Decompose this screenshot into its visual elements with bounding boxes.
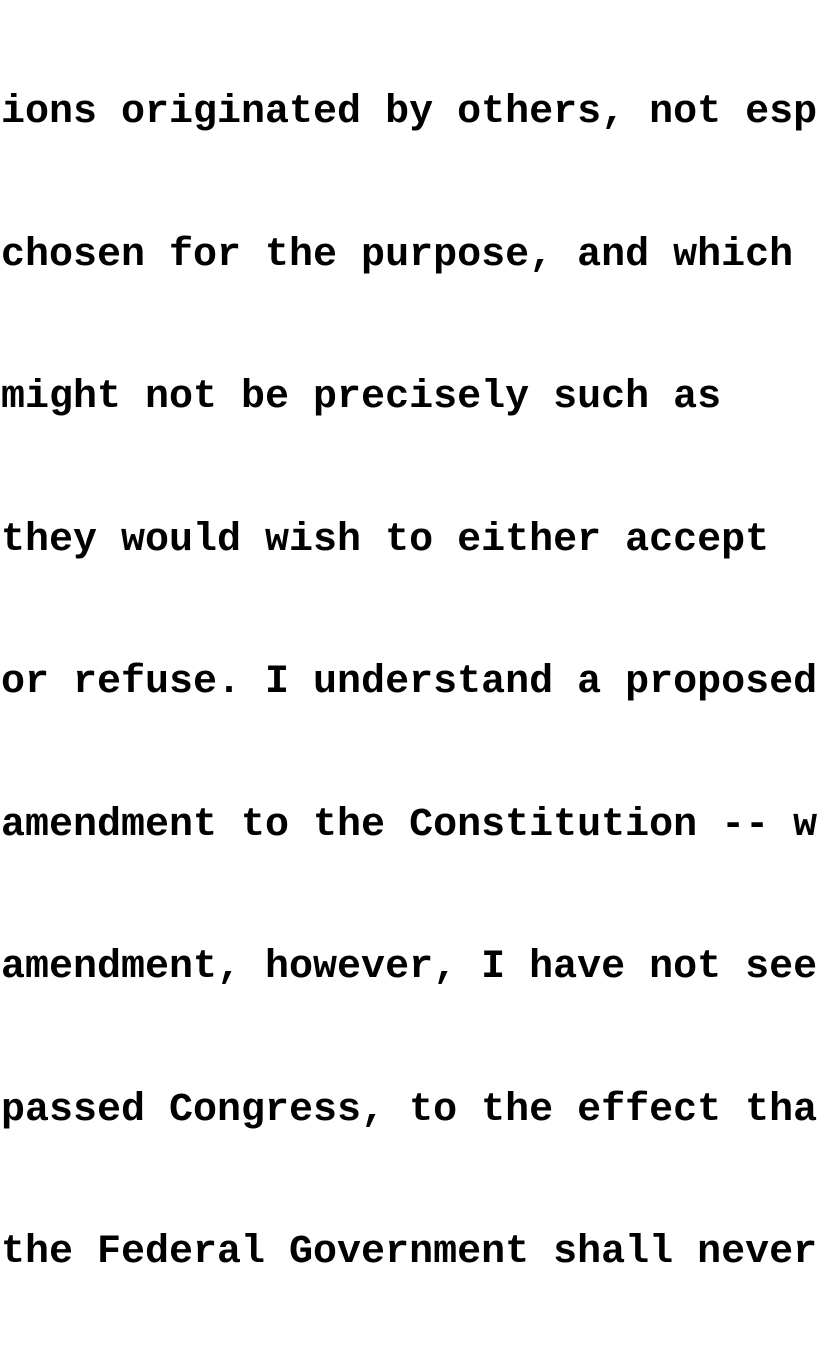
document-text [1,0,817,1372]
text-line: they would wish to either accept [1,517,770,563]
text-line: might not be precisely such as [1,375,722,420]
text-line: ions originated by others, not esp [1,90,817,135]
text-line: passed Congress, to the effect tha [1,1087,817,1133]
text-line: the Federal Government shall never [1,1230,817,1275]
text-line: amendment, however, I have not see [1,945,817,990]
text-line: chosen for the purpose, and which [1,232,794,278]
text-line: or refuse. I understand a proposed [1,660,817,705]
text-line: amendment to the Constitution -- w [1,802,817,848]
